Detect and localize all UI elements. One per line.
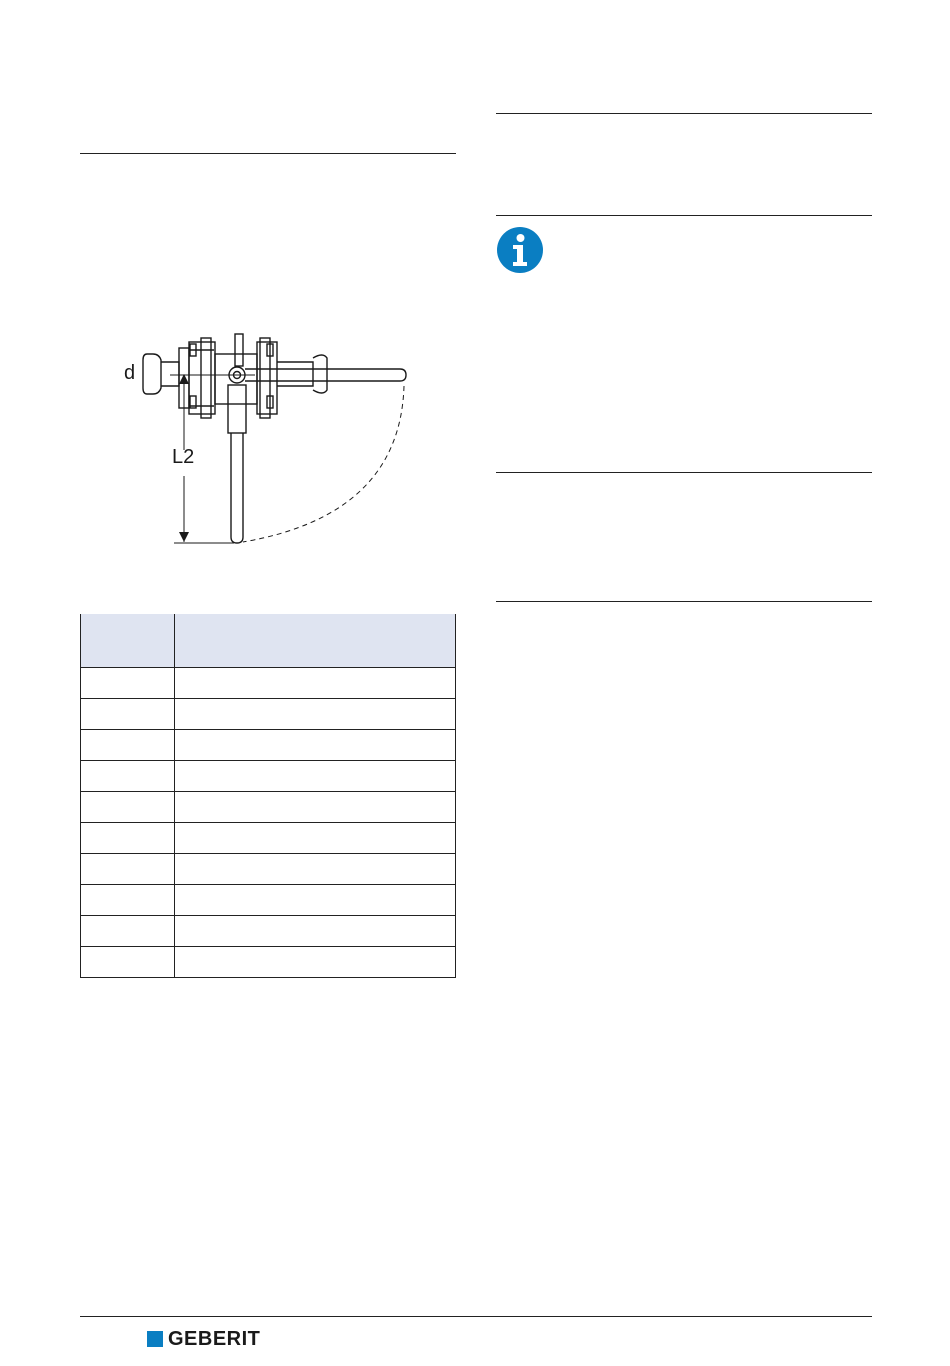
footer-divider	[80, 1316, 872, 1317]
table-row	[81, 761, 456, 792]
table-cell	[81, 699, 175, 730]
table-row	[81, 792, 456, 823]
info-icon	[496, 226, 544, 274]
dimension-table	[80, 614, 456, 978]
table-cell	[81, 792, 175, 823]
dimension-label-d: d	[124, 362, 136, 384]
table-row	[81, 885, 456, 916]
table-cell	[175, 947, 456, 978]
geberit-logo	[147, 1328, 260, 1350]
table-row	[81, 916, 456, 947]
table-cell	[175, 885, 456, 916]
table-cell	[81, 854, 175, 885]
table-cell	[175, 854, 456, 885]
table-cell	[81, 885, 175, 916]
table-header-row	[81, 614, 456, 668]
table-row	[81, 699, 456, 730]
logo-wordmark: GEBERIT	[168, 1327, 261, 1350]
table-row	[81, 854, 456, 885]
table-cell	[175, 730, 456, 761]
table-cell	[81, 916, 175, 947]
table-row	[81, 668, 456, 699]
section-divider-right-2	[496, 215, 872, 216]
table-cell	[175, 823, 456, 854]
table-header-cell	[175, 614, 456, 668]
table-cell	[81, 668, 175, 699]
table-cell	[81, 761, 175, 792]
table-cell	[81, 730, 175, 761]
section-divider-right-4	[496, 601, 872, 602]
table-row	[81, 730, 456, 761]
table-cell	[175, 761, 456, 792]
table-cell	[175, 668, 456, 699]
logo-square-icon	[147, 1331, 163, 1347]
table-cell	[81, 947, 175, 978]
table-cell	[175, 792, 456, 823]
table-cell	[175, 699, 456, 730]
section-divider-right-1	[496, 113, 872, 114]
table-row	[81, 823, 456, 854]
table-header-cell	[81, 614, 175, 668]
table-row	[81, 947, 456, 978]
dimension-label-l2: L2	[172, 446, 195, 468]
table-cell	[81, 823, 175, 854]
section-divider-right-3	[496, 472, 872, 473]
table-cell	[175, 916, 456, 947]
valve-dimension-drawing	[110, 330, 420, 555]
section-divider-left	[80, 153, 456, 154]
